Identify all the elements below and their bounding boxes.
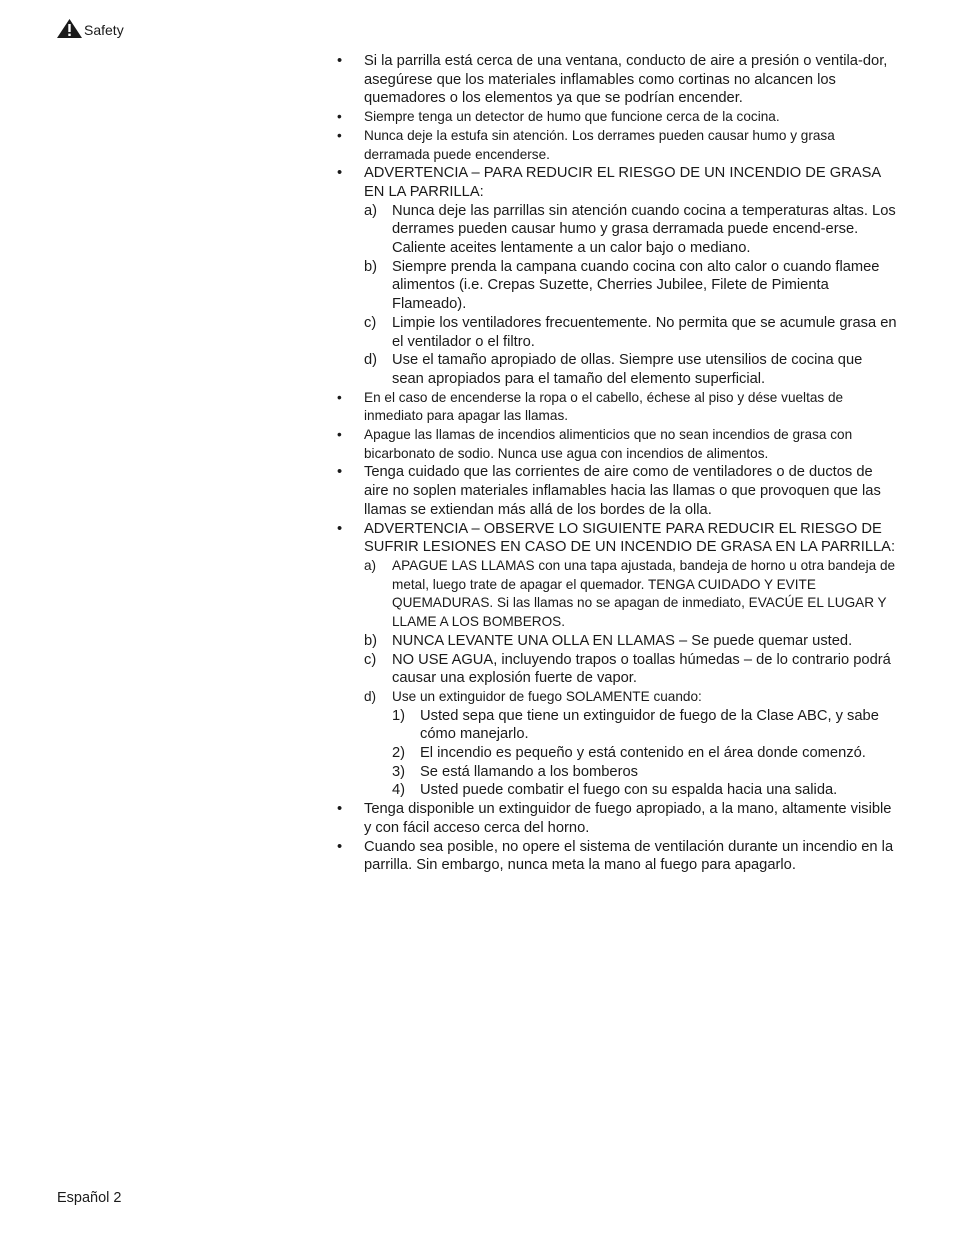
list-item [333,632,898,651]
list-item [333,800,898,837]
list-item [333,389,898,426]
list-item-text: Limpie los ventiladores frecuentemente. No permita que se acumule grasa en el ventilador o el filtro. [392,314,897,350]
list-item [333,744,898,763]
list-item [333,426,898,463]
list-marker: • [337,53,343,69]
list-item [333,164,898,201]
list-item-text: El incendio es pequeño y está contenido en el área donde comenzó. [420,745,866,762]
page-number: Español 2 [57,1190,122,1206]
list-item [333,52,898,108]
list-marker: • [337,801,343,818]
list-marker: c) [364,651,377,668]
list-item [333,108,898,127]
list-item-text: Apague las llamas de incendios alimenticios que no sean incendios de grasa con bicarbonato de sodio. Nunca use agua con incendios de alimentos. [364,427,853,461]
list-item-text: NO USE AGUA, incluyendo trapos o toallas húmedas – de lo contrario podrá causar una explosión fuerte de vapor. [392,651,891,687]
list-item-text: ADVERTENCIA – OBSERVE LO SIGUIENTE PARA REDUCIR EL RIESGO DE SUFRIR LESIONES EN CASO DE UN INCENDIO DE GRASA EN LA PARRILLA: [364,520,896,556]
list-item-text: ADVERTENCIA – PARA REDUCIR EL RIESGO DE UN INCENDIO DE GRASA EN LA PARRILLA: [364,165,881,200]
list-item [333,351,898,388]
list-item-text: Siempre prenda la campana cuando cocina con alto calor o cuando flamee alimentos (i.e. Crepas Suzette, Cherries Jubilee, Filete de Pimienta Flameado). [392,258,880,313]
section-header [57,19,124,38]
list-marker: a) [364,557,377,573]
list-item-text: Use un extinguidor de fuego SOLAMENTE cuando: [392,688,702,704]
list-item [333,781,898,800]
list-marker: d) [364,352,378,369]
section-title: Safety [84,22,124,38]
list-item-text: Use el tamaño apropiado de ollas. Siempre use utensilios de cocina que sean apropiados para el tamaño del elemento superficial. [392,352,863,387]
list-item [333,314,898,351]
list-marker: • [337,520,343,537]
list-item-text: En el caso de encenderse la ropa o el cabello, échese al piso y dése vueltas de inmediato para apagar las llamas. [364,389,844,424]
list-marker: 4) [392,782,406,799]
list-item-text: Usted puede combatir el fuego con su espalda hacia una salida. [420,782,838,799]
list-item [333,651,898,688]
list-item-text: Nunca deje la estufa sin atención. Los derrames pueden causar humo y grasa derramada puede encenderse. [364,127,835,162]
list-item-text: Se está llamando a los bomberos [420,763,638,780]
list-marker: • [337,427,342,443]
list-item-text: APAGUE LAS LLAMAS con una tapa ajustada, bandeja de horno u otra bandeja de metal, luego trate de apagar el quemador. TENGA CUIDADO Y EVITE QUEMADURAS. Si las llamas no se apagan de inmediato, EVACÚE EL LUGAR Y LLAME A LOS BOMBEROS. [392,557,896,630]
list-marker: a) [364,202,378,219]
list-item-text: NUNCA LEVANTE UNA OLLA EN LLAMAS – Se puede quemar usted. [392,632,853,649]
list-item [333,463,898,519]
list-marker: 2) [392,745,406,762]
list-marker: 1) [392,707,406,724]
list-item-text: Nunca deje las parrillas sin atención cuando cocina a temperaturas altas. Los derrames pueden causar humo y grasa derramada puede encend-erse. Caliente aceites lentamente a un calor bajo o mediano. [392,202,896,257]
list-marker: c) [364,314,377,331]
list-item [333,520,898,557]
list-item-text: Siempre tenga un detector de humo que funcione cerca de la cocina. [364,109,780,125]
list-marker: b) [364,632,378,649]
list-item [333,838,898,875]
list-marker: b) [364,258,378,275]
list-marker: • [337,127,342,143]
safety-instructions-list [333,52,898,875]
list-item [333,127,898,164]
warning-triangle-icon [57,19,82,38]
list-item [333,258,898,314]
list-marker: 3) [392,763,406,780]
list-item [333,763,898,782]
list-item [333,707,898,744]
list-marker: • [337,389,342,405]
list-item [333,202,898,258]
list-marker: • [337,838,343,855]
list-item-text: Tenga disponible un extinguidor de fuego apropiado, a la mano, altamente visible y con fácil acceso cerca del horno. [364,801,892,836]
list-item-text: Cuando sea posible, no opere el sistema de ventilación durante un incendio en la parrilla. Sin embargo, nunca meta la mano al fuego para apagarlo. [364,838,894,874]
list-marker: d) [364,688,377,704]
list-marker: • [337,109,342,125]
list-marker: • [337,464,343,481]
list-item [333,557,898,632]
list-item-text: Usted sepa que tiene un extinguidor de fuego de la Clase ABC, y sabe cómo manejarlo. [420,707,879,743]
list-item-text: Si la parrilla está cerca de una ventana, conducto de aire a presión o ventila-dor, asegúrese que los materiales inflamables como cortinas no alcancen los quemadores o los elementos ya que se podrían encender. [364,53,888,107]
list-item-text: Tenga cuidado que las corrientes de aire como de ventiladores o de ductos de aire no soplen materiales inflamables hacia las llamas o que provoquen que las llamas se extiendan más allá de los bordes de la olla. [364,464,881,518]
list-marker: • [337,165,343,182]
list-item [333,688,898,707]
